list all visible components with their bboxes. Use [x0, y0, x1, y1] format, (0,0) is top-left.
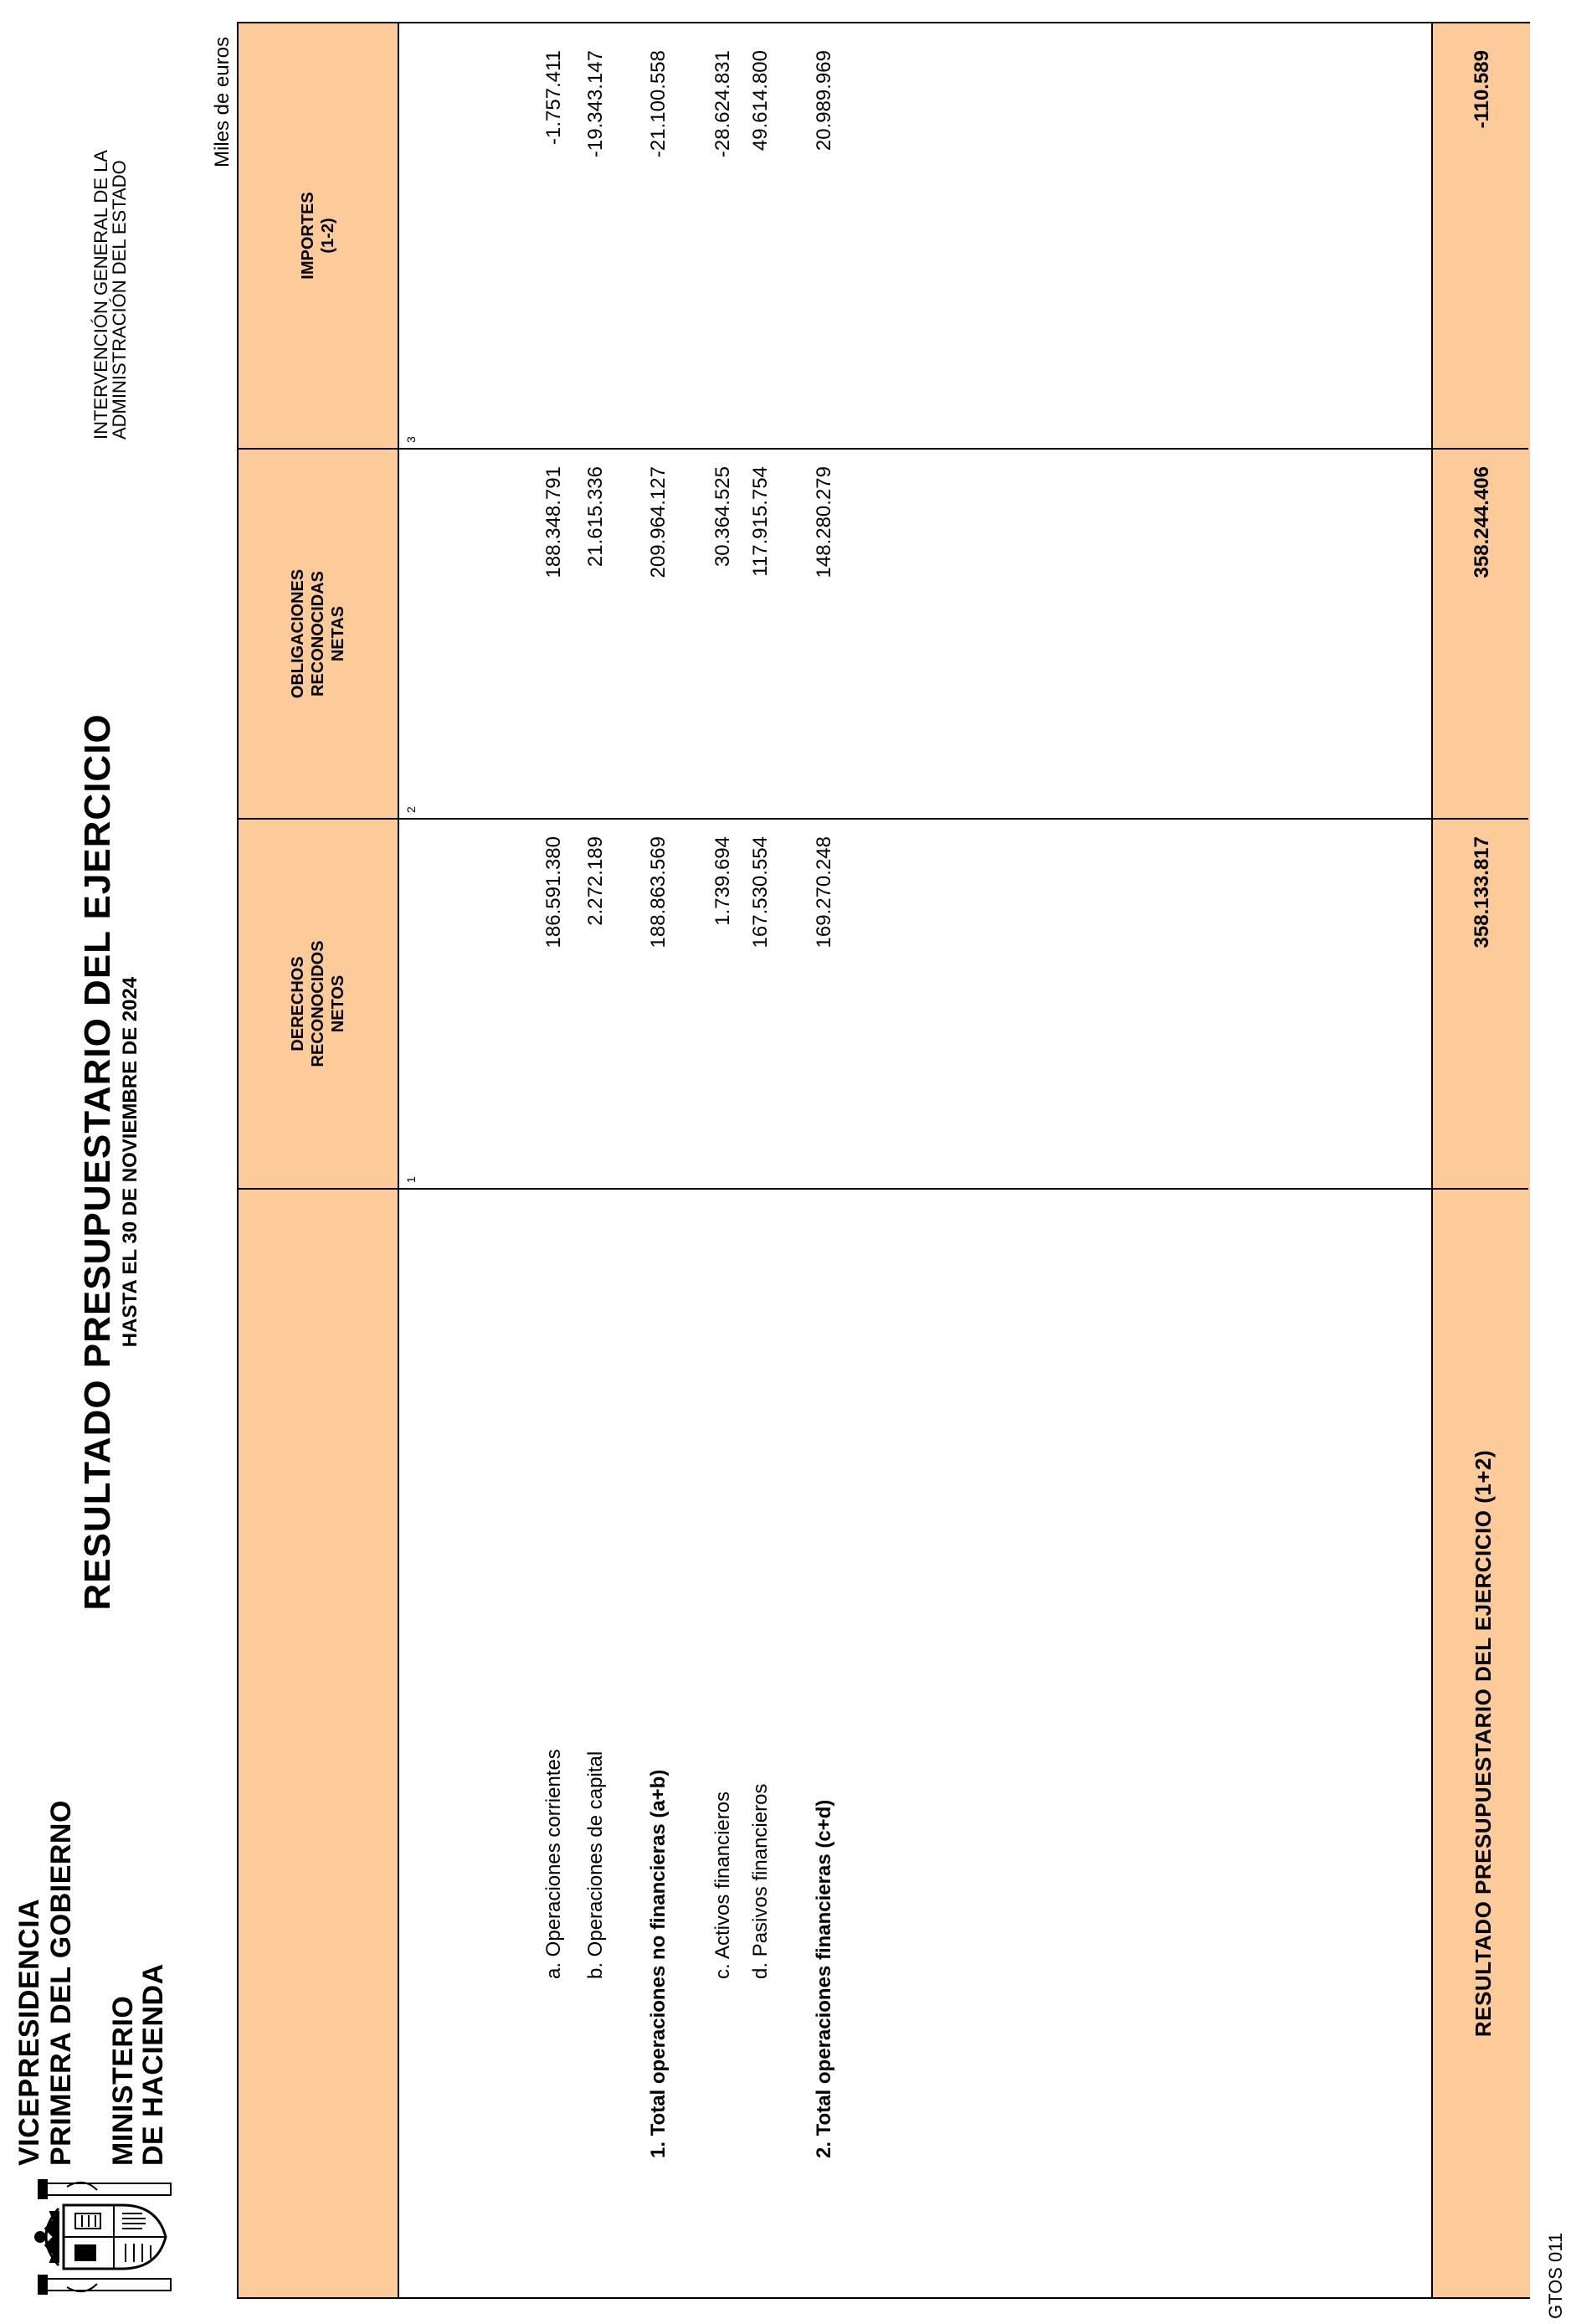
- column-header-derechos-line-2: RECONOCIDOS: [309, 940, 327, 1067]
- cell-derechos-total-no-financieras: 188.863.569: [647, 836, 670, 949]
- row-label-operaciones-capital: b. Operaciones de capital: [584, 1751, 607, 1979]
- column-number-1: 1: [404, 1176, 418, 1183]
- cell-derechos-operaciones-capital: 2.272.189: [584, 836, 607, 926]
- ministry-line-1: VICEPRESIDENCIA: [13, 1898, 45, 2166]
- cell-obligaciones-total-financieras: 148.280.279: [813, 466, 835, 578]
- column-divider-3: [239, 448, 1528, 450]
- row-label-total-financieras: 2. Total operaciones financieras (c+d): [813, 1799, 835, 2158]
- cell-importes-operaciones-corrientes: -1.757.411: [542, 50, 565, 145]
- column-header-derechos: [239, 820, 398, 1188]
- document-code: GTOS 011: [1545, 2232, 1566, 2319]
- igae-line-1: INTERVENCIÓN GENERAL DE LA: [90, 150, 111, 440]
- page-title: RESULTADO PRESUPUESTARIO DEL EJERCICIO: [77, 713, 118, 1611]
- column-header-importes: [239, 23, 398, 448]
- cell-obligaciones-pasivos-financieros: 117.915.754: [749, 466, 772, 577]
- column-header-obligaciones: [239, 450, 398, 818]
- ministry-line-4: DE HACIENDA: [137, 1963, 169, 2166]
- header-divider: [398, 23, 399, 2297]
- cell-derechos-pasivos-financieros: 167.530.554: [749, 836, 772, 949]
- igae-line-2: ADMINISTRACIÓN DEL ESTADO: [109, 160, 130, 440]
- cell-importes-total-no-financieras: -21.100.558: [647, 50, 670, 158]
- column-divider-1: [239, 1188, 1528, 1190]
- cell-derechos-activos-financieros: 1.739.694: [711, 836, 734, 926]
- cell-importes-activos-financieros: -28.624.831: [711, 50, 734, 158]
- row-label-pasivos-financieros: d. Pasivos financieros: [749, 1783, 772, 1979]
- cell-derechos-total-financieras: 169.270.248: [813, 836, 835, 949]
- total-divider: [1431, 23, 1433, 2297]
- ministry-line-2: PRIMERA DEL GOBIERNO: [45, 1800, 77, 2166]
- row-label-operaciones-corrientes: a. Operaciones corrientes: [542, 1749, 565, 1979]
- column-header-derechos-line-3: NETOS: [329, 974, 347, 1033]
- ministry-line-3: MINISTERIO: [107, 1995, 139, 2166]
- cell-derechos-operaciones-corrientes: 186.591.380: [542, 836, 565, 949]
- total-obligaciones: 358.244.406: [1471, 466, 1493, 578]
- column-header-obligaciones-line-2: RECONOCIDAS: [309, 571, 327, 697]
- page-subtitle: HASTA EL 30 DE NOVIEMBRE DE 2024: [119, 976, 141, 1348]
- cell-obligaciones-operaciones-capital: 21.615.336: [584, 466, 607, 568]
- units-label: Miles de euros: [211, 36, 234, 167]
- total-row-label: RESULTADO PRESUPUESTARIO DEL EJERCICIO (1+2): [1471, 1449, 1496, 2038]
- column-number-2: 2: [404, 806, 418, 813]
- cell-obligaciones-operaciones-corrientes: 188.348.791: [542, 466, 565, 578]
- column-header-importes-line-1: IMPORTES: [299, 192, 317, 280]
- column-number-3: 3: [404, 436, 418, 443]
- cell-importes-operaciones-capital: -19.343.147: [584, 50, 607, 158]
- total-derechos: 358.133.817: [1471, 836, 1493, 949]
- column-header-obligaciones-line-3: NETAS: [329, 605, 347, 662]
- cell-obligaciones-activos-financieros: 30.364.525: [711, 466, 734, 568]
- budget-result-table: [237, 22, 1530, 2299]
- total-importes: -110.589: [1471, 50, 1493, 129]
- column-header-derechos-line-1: DERECHOS: [289, 956, 307, 1051]
- cell-obligaciones-total-no-financieras: 209.964.127: [647, 466, 670, 578]
- column-divider-2: [239, 818, 1528, 820]
- column-header-importes-line-2: (1-2): [319, 218, 337, 254]
- cell-importes-total-financieras: 20.989.969: [813, 50, 835, 152]
- column-header-obligaciones-line-1: OBLIGACIONES: [289, 568, 307, 699]
- row-label-total-no-financieras: 1. Total operaciones no financieras (a+b): [647, 1769, 670, 2158]
- row-label-activos-financieros: c. Activos financieros: [711, 1791, 734, 1979]
- cell-importes-pasivos-financieros: 49.614.800: [749, 50, 772, 152]
